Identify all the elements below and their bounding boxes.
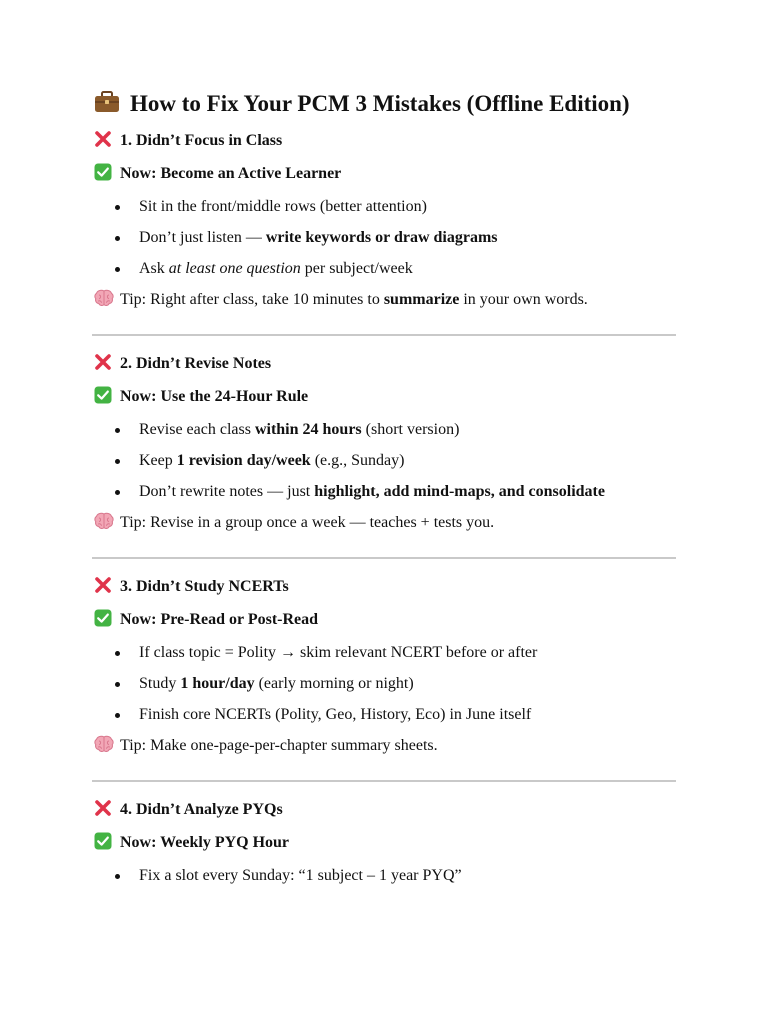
mistake-text: 2. Didn’t Revise Notes — [120, 355, 272, 372]
bullet-item — [94, 865, 678, 887]
bullet-list — [94, 865, 678, 887]
section-divider — [92, 334, 676, 336]
tip-line — [94, 735, 678, 757]
text-run: within 24 hours — [254, 421, 362, 438]
bullet-dot-icon — [115, 682, 120, 687]
bullet-item — [94, 258, 678, 280]
text-run: Study — [139, 675, 181, 692]
brain-icon — [94, 289, 114, 307]
text-run: (short version) — [361, 421, 460, 438]
check-mark-icon — [94, 386, 112, 404]
fix-heading — [94, 609, 678, 631]
tip-line — [94, 289, 678, 311]
text-run: per subject/week — [300, 260, 413, 277]
bullet-dot-icon — [115, 205, 120, 210]
text-run: Keep — [139, 452, 177, 469]
bullet-dot-icon — [115, 713, 120, 718]
text-run: (e.g., Sunday) — [310, 452, 405, 469]
bullet-item — [94, 673, 678, 695]
bullet-list — [94, 642, 678, 726]
bullet-item — [94, 419, 678, 441]
brain-icon — [94, 735, 114, 753]
document-title — [94, 88, 678, 120]
bullet-item — [94, 642, 678, 664]
mistake-heading — [94, 130, 678, 152]
check-mark-icon — [94, 163, 112, 181]
text-run: Finish core NCERTs (Polity, Geo, History, Eco) in June itself — [139, 706, 532, 723]
bullet-dot-icon — [115, 874, 120, 879]
fix-text: Now: Pre-Read or Post-Read — [120, 611, 319, 628]
text-run: Sit in the front/middle rows (better attention) — [139, 198, 427, 215]
bullet-item — [94, 227, 678, 249]
section-divider — [92, 780, 676, 782]
fix-heading — [94, 386, 678, 408]
brain-icon — [94, 512, 114, 530]
bullet-dot-icon — [115, 267, 120, 272]
text-run: Don’t rewrite notes — just — [139, 483, 315, 500]
mistake-text: 4. Didn’t Analyze PYQs — [120, 801, 283, 818]
cross-mark-icon — [94, 799, 112, 817]
bullet-item — [94, 196, 678, 218]
text-run: 1 hour/day — [180, 675, 255, 692]
text-run: 1 revision day/week — [176, 452, 311, 469]
document-page — [94, 88, 678, 896]
text-run: If class topic = Polity → skim relevant NCERT before or after — [139, 644, 538, 661]
text-run: in your own words. — [459, 291, 588, 308]
text-run: Don’t just listen — — [139, 229, 266, 246]
text-run: Fix a slot every Sunday: “1 subject – 1 year PYQ” — [139, 867, 462, 884]
bullet-dot-icon — [115, 651, 120, 656]
fix-text: Now: Use the 24-Hour Rule — [120, 388, 309, 405]
text-run: Ask — [139, 260, 169, 277]
fix-text: Now: Become an Active Learner — [120, 165, 342, 182]
text-run: summarize — [383, 291, 460, 308]
mistake-heading — [94, 576, 678, 598]
text-run: Revise each class — [139, 421, 255, 438]
cross-mark-icon — [94, 576, 112, 594]
bullet-list — [94, 419, 678, 503]
mistake-text: 1. Didn’t Focus in Class — [120, 132, 283, 149]
bullet-item — [94, 481, 678, 503]
text-run: at least one question — [168, 260, 301, 277]
mistake-section — [94, 353, 678, 534]
text-run: Tip: Right after class, take 10 minutes to — [120, 291, 384, 308]
fix-heading — [94, 832, 678, 854]
briefcase-icon — [94, 90, 120, 112]
fix-heading — [94, 163, 678, 185]
document-title-text: How to Fix Your PCM 3 Mistakes (Offline Edition) — [130, 91, 630, 116]
bullet-item — [94, 704, 678, 726]
mistake-section — [94, 799, 678, 887]
tip-line — [94, 512, 678, 534]
text-run: highlight, add mind-maps, and consolidate — [314, 483, 605, 500]
bullet-list — [94, 196, 678, 280]
sections-container — [94, 130, 678, 887]
mistake-heading — [94, 353, 678, 375]
text-run: write keywords or draw diagrams — [265, 229, 498, 246]
cross-mark-icon — [94, 130, 112, 148]
mistake-text: 3. Didn’t Study NCERTs — [120, 578, 289, 595]
bullet-dot-icon — [115, 428, 120, 433]
text-run: Tip: Revise in a group once a week — teaches + tests you. — [120, 514, 495, 531]
cross-mark-icon — [94, 353, 112, 371]
mistake-section — [94, 130, 678, 311]
text-run: (early morning or night) — [254, 675, 414, 692]
bullet-dot-icon — [115, 459, 120, 464]
mistake-heading — [94, 799, 678, 821]
check-mark-icon — [94, 609, 112, 627]
bullet-dot-icon — [115, 236, 120, 241]
check-mark-icon — [94, 832, 112, 850]
mistake-section — [94, 576, 678, 757]
bullet-item — [94, 450, 678, 472]
bullet-dot-icon — [115, 490, 120, 495]
fix-text: Now: Weekly PYQ Hour — [120, 834, 290, 851]
section-divider — [92, 557, 676, 559]
text-run: Tip: Make one-page-per-chapter summary sheets. — [120, 737, 438, 754]
